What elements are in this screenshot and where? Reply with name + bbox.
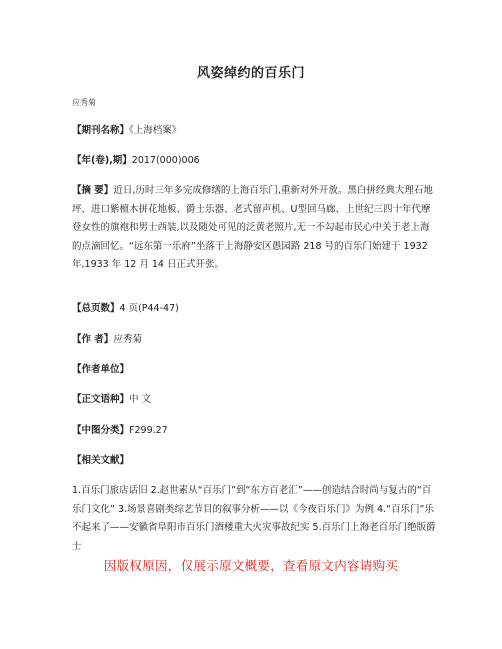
year-issue-field [72,152,436,170]
journal-label: 【期刊名称】 [72,125,130,136]
year-issue-value: 2017(000)006 [131,155,200,166]
affiliation-label: 【作者单位】 [72,364,130,375]
abstract-label: 【摘 要】 [72,185,114,196]
pages-value: 4 页(P44-47) [119,303,179,314]
copyright-notice: 因版权原因，仅展示原文概要，查看原文内容请购买 [103,558,399,573]
related-label-field [72,452,436,470]
author-value: 应秀菊 [113,334,142,345]
author-label: 【作 者】 [72,334,114,345]
affiliation-field [72,361,436,379]
journal-field [72,122,436,140]
journal-value: 《上海档案》 [129,125,182,136]
pages-label: 【总页数】 [72,303,120,314]
classification-value: F299.27 [129,425,168,436]
abstract-field [72,182,436,275]
language-field [72,391,436,409]
author-field [72,331,436,349]
language-value: 中 文 [129,394,152,405]
pages-field [72,300,436,318]
classification-label: 【中图分类】 [72,425,130,436]
language-label: 【正文语种】 [72,394,130,405]
related-list: 1.百乐门旅店话旧 2.赵世素从“百乐门”到“东方百老汇”——创造结合时尚与复古的“百乐门文化” 3.场景喜剧类综艺节目的叙事分析——以《今夜百乐门》为例 4.“百乐门”乐不起来了——安徽省阜阳市百乐门酒楼重大火灾事故纪实 5.百乐门上海老百乐门绝版爵士 [72,485,436,552]
classification-field [72,422,436,440]
author-line: 应秀菊 [72,98,96,107]
abstract-value: 近日,历时三年多完成修缮的上海百乐门,重新对外开放。黑白拼经典大理石地坪、进口紫檀木拼花地板、爵士乐器、老式留声机、U型回马廊、上世纪三四十年代摩登女性的旗袍和男士西装,以及随处可见的泛黄老照片,无一不勾起市民心中关于老上海的点滴回忆。“远东第一乐府”坐落于上海静安区愚园路 218 号的百乐门始建于 1932 年,1933 年 12 月 14 日正式开张。 [72,185,433,270]
related-label: 【相关文献】 [72,455,130,466]
year-issue-label: 【年(卷),期】 [72,155,132,166]
document-title: 风姿绰约的百乐门 [196,66,305,81]
